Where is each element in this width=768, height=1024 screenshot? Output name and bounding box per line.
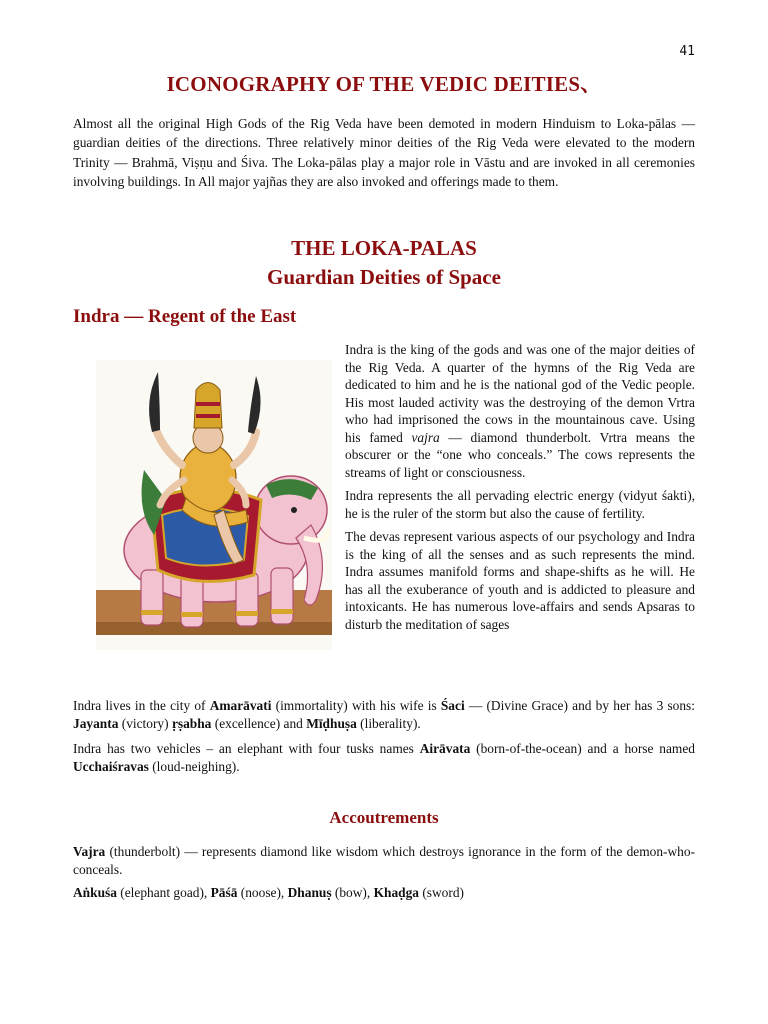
vehicles-paragraph: Indra has two vehicles – an elephant with four tusks names Airāvata (born-of-the-ocean) and a horse named Ucchaiśravas (loud-neighing). [73, 741, 695, 774]
accoutrement-dhanus: Dhanuṣ [287, 885, 332, 900]
indra-illustration [96, 360, 332, 650]
accoutrement-khadga: Khaḍga [373, 885, 419, 900]
page-number: 41 [679, 44, 695, 59]
vajra-term: vajra [411, 429, 440, 445]
accoutrement-pasa: Pāśā [210, 885, 238, 900]
horse-name: Ucchaiśravas [73, 759, 149, 774]
accoutrement-ankusa: Aṅkuśa [73, 885, 117, 900]
main-title: ICONOGRAPHY OF THE VEDIC DEITIES、 [166, 72, 602, 96]
accoutrements-list: Aṅkuśa (elephant goad), Pāśā (noose), Dhanuṣ (bow), Khaḍga (sword) [73, 885, 464, 900]
indra-paragraph-1: Indra is the king of the gods and was one of the major deities of the Rig Veda. A quarter of the hymns of the Rig Veda are dedicated to him and he is the national god of the Vedic people. His most lauded activity was the destroying of the demon Vrtra who had imprisoned the cows in the mountainous cave. Using his famed vajra — diamond thunderbolt. Vrtra means the obscurer or the “one who conceals.” The cows represents the streams of light or consciousness. [345, 342, 695, 480]
deity-title: — Regent of the East [119, 306, 297, 327]
deity-name: Indra [73, 306, 120, 327]
indra-on-elephant-image [96, 360, 332, 650]
indra-paragraph-2: Indra represents the all pervading electric energy (vidyut śakti), he is the ruler of the storm but also the cause of fertility. [345, 488, 695, 521]
son-1: Jayanta [73, 716, 119, 731]
accoutrements-heading: Accoutrements [329, 808, 439, 827]
wife-name: Śaci [440, 698, 465, 713]
vajra-paragraph: Vajra (thunderbolt) — represents diamond like wisdom which destroys ignorance in the form of the demon-who-conceals. [73, 844, 695, 877]
intro-paragraph: Almost all the original High Gods of the Rig Veda have been demoted in modern Hinduism to Loka-pālas — guardian deities of the directions. Three relatively minor deities of the Rig Veda were elevated to the modern Trinity — Brahmā, Viṣṇu and Śiva. The Loka-pālas play a major role in Vāstu and are invoked in all ceremonies involving buildings. In All major yajñas they are also invoked and offerings made to them. [73, 116, 695, 190]
indra-description-column [345, 341, 695, 639]
son-2: ṛṣabha [171, 716, 212, 731]
son-3: Mīḍhuṣa [306, 716, 357, 731]
city-name: Amarāvati [209, 698, 272, 713]
indra-paragraph-3: The devas represent various aspects of our psychology and Indra is the king of all the senses and as such represents the mind. Indra assumes manifold forms and shape-shifts as he will. He has all the exuberance of youth and is addicted to pleasure and intoxicants. He has numerous love-affairs and sends Apsaras to disturb the meditation of sages [345, 529, 695, 632]
city-paragraph: Indra lives in the city of Amarāvati (immortality) with his wife is Śaci — (Divine Grace) and by her has 3 sons: Jayanta (victory) ṛṣabha (excellence) and Mīḍhuṣa (liberality). [73, 698, 695, 731]
vajra-name: Vajra [73, 844, 106, 859]
section-title: THE LOKA-PALAS [291, 236, 477, 260]
deity-heading [73, 306, 296, 328]
elephant-name: Airāvata [419, 741, 471, 756]
section-subtitle: Guardian Deities of Space [267, 265, 501, 289]
